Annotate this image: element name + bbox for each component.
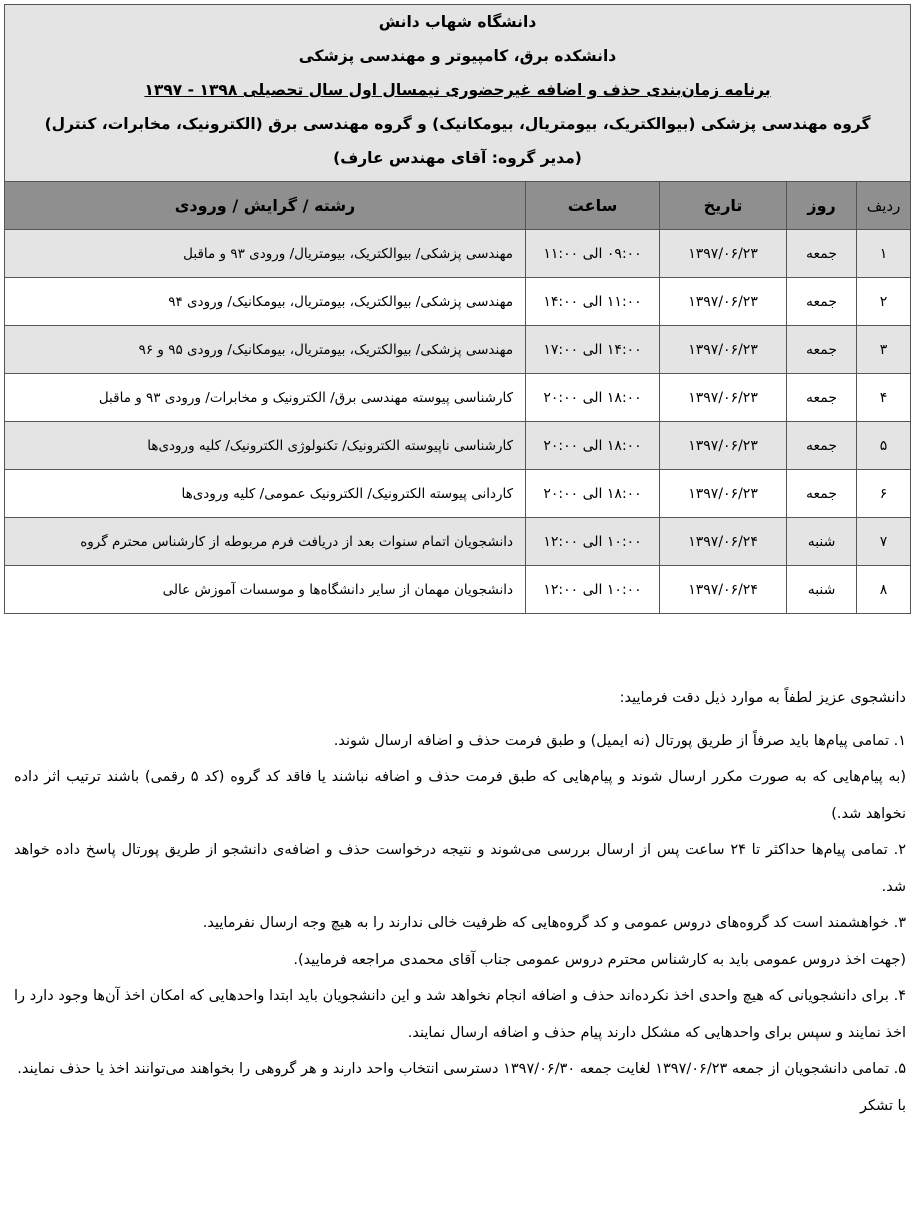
note-item: ۳. خواهشمند است کد گروه‌های دروس عمومی و کد گروه‌هایی که ظرفیت خالی ندارند را به هیچ وجه ارسال نفرمایید. [202,915,906,931]
cell-day: شنبه [787,566,857,614]
cell-radif: ۱ [857,230,911,278]
cell-program: مهندسی پزشکی/ بیوالکتریک، بیومتریال، بیومکانیک/ ورودی ۹۴ [5,278,526,326]
cell-day: جمعه [787,422,857,470]
col-program: رشته / گرایش / ورودی [5,182,526,230]
schedule-table [4,4,911,614]
schedule-title: برنامه زمان‌بندی حذف و اضافه غیرحضوری نیمسال اول سال تحصیلی ۱۳۹۸ - ۱۳۹۷ [144,81,771,99]
cell-radif: ۶ [857,470,911,518]
cell-program: کارشناسی ناپیوسته الکترونیک/ تکنولوژی الکترونیک/ کلیه ورودی‌ها [5,422,526,470]
cell-radif: ۵ [857,422,911,470]
cell-program: کارشناسی پیوسته مهندسی برق/ الکترونیک و مخابرات/ ورودی ۹۳ و ماقبل [5,374,526,422]
table-row [5,374,911,422]
director-line: (مدیر گروه: آقای مهندس عارف) [333,149,582,167]
cell-program: مهندسی پزشکی/ بیوالکتریک، بیومتریال، بیومکانیک/ ورودی ۹۵ و ۹۶ [5,326,526,374]
cell-time: ۱۸:۰۰ الی ۲۰:۰۰ [526,374,660,422]
closing-text: با تشکر [859,1097,906,1114]
cell-time: ۱۰:۰۰ الی ۱۲:۰۰ [526,566,660,614]
cell-program: کاردانی پیوسته الکترونیک/ الکترونیک عمومی/ کلیه ورودی‌ها [5,470,526,518]
notes-intro: دانشجوی عزیز لطفاً به موارد ذیل دقت فرمایید: [619,690,906,706]
cell-day: جمعه [787,470,857,518]
cell-date: ۱۳۹۷/۰۶/۲۴ [660,518,787,566]
cell-radif: ۷ [857,518,911,566]
cell-date: ۱۳۹۷/۰۶/۲۳ [660,230,787,278]
cell-date: ۱۳۹۷/۰۶/۲۳ [660,374,787,422]
cell-radif: ۸ [857,566,911,614]
table-header [5,5,911,182]
cell-day: جمعه [787,374,857,422]
cell-date: ۱۳۹۷/۰۶/۲۳ [660,278,787,326]
cell-day: جمعه [787,230,857,278]
notes-section [14,680,906,1124]
cell-time: ۱۴:۰۰ الی ۱۷:۰۰ [526,326,660,374]
col-time: ساعت [526,182,660,230]
cell-radif: ۳ [857,326,911,374]
note-item: ۴. برای دانشجویانی که هیچ واحدی اخذ نکرده‌اند حذف و اضافه انجام نخواهد شد و این دانشجویان باید ابتدا واحدهایی که امکان اخذ آن‌ها وجود دارد را اخذ نمایند و سپس برای واحدهایی که مشکل دارند پیام حذف و اضافه ارسال نمایند. [14,988,906,1041]
cell-day: شنبه [787,518,857,566]
table-row [5,230,911,278]
cell-time: ۱۸:۰۰ الی ۲۰:۰۰ [526,470,660,518]
note-item: ۲. تمامی پیام‌ها حداکثر تا ۲۴ ساعت پس از ارسال بررسی می‌شوند و نتیجه درخواست حذف و اضافه‌ی دانشجو از طریق پورتال پاسخ داده خواهد شد. [14,842,906,895]
col-date: تاریخ [660,182,787,230]
cell-day: جمعه [787,326,857,374]
cell-program: مهندسی پزشکی/ بیوالکتریک، بیومتریال/ ورودی ۹۳ و ماقبل [5,230,526,278]
cell-date: ۱۳۹۷/۰۶/۲۴ [660,566,787,614]
cell-time: ۰۹:۰۰ الی ۱۱:۰۰ [526,230,660,278]
table-row [5,566,911,614]
faculty-name: دانشکده برق، کامپیوتر و مهندسی پزشکی [298,47,617,65]
column-header-row [5,182,911,230]
cell-time: ۱۱:۰۰ الی ۱۴:۰۰ [526,278,660,326]
cell-radif: ۴ [857,374,911,422]
table-row [5,518,911,566]
cell-time: ۱۰:۰۰ الی ۱۲:۰۰ [526,518,660,566]
cell-day: جمعه [787,278,857,326]
note-item: (جهت اخذ دروس عمومی باید به کارشناس محترم دروس عمومی جناب آقای محمدی مراجعه فرمایید). [293,951,906,968]
table-row [5,422,911,470]
cell-radif: ۲ [857,278,911,326]
cell-time: ۱۸:۰۰ الی ۲۰:۰۰ [526,422,660,470]
university-name: دانشگاه شهاب دانش [378,13,537,31]
table-row [5,470,911,518]
note-item: (به پیام‌هایی که به صورت مکرر ارسال شوند و پیام‌هایی که طبق فرمت حذف و اضافه نباشند یا فاقد کد گروه (کد ۵ رقمی) باشند ترتیب اثر داده نخواهد شد.) [14,769,907,822]
note-item: ۵. تمامی دانشجویان از جمعه ۱۳۹۷/۰۶/۲۳ لغایت جمعه ۱۳۹۷/۰۶/۳۰ دسترسی انتخاب واحد دارند و هر گروهی را بخواهند می‌توانند اخذ یا حذف نمایند. [17,1061,906,1077]
note-item: ۱. تمامی پیام‌ها باید صرفاً از طریق پورتال (نه ایمیل) و طبق فرمت حذف و اضافه ارسال شوند. [333,732,906,749]
table-row [5,326,911,374]
col-day: روز [787,182,857,230]
cell-date: ۱۳۹۷/۰۶/۲۳ [660,470,787,518]
table-row [5,278,911,326]
cell-program: دانشجویان مهمان از سایر دانشگاه‌ها و موسسات آموزش عالی [5,566,526,614]
col-radif: ردیف [857,182,911,230]
cell-date: ۱۳۹۷/۰۶/۲۳ [660,422,787,470]
cell-date: ۱۳۹۷/۰۶/۲۳ [660,326,787,374]
header-row [5,5,911,182]
groups-line: گروه مهندسی پزشکی (بیوالکتریک، بیومتریال، بیومکانیک) و گروه مهندسی برق (الکترونیک، مخابرات، کنترل) [44,115,871,133]
cell-program: دانشجویان اتمام سنوات بعد از دریافت فرم مربوطه از کارشناس محترم گروه [5,518,526,566]
